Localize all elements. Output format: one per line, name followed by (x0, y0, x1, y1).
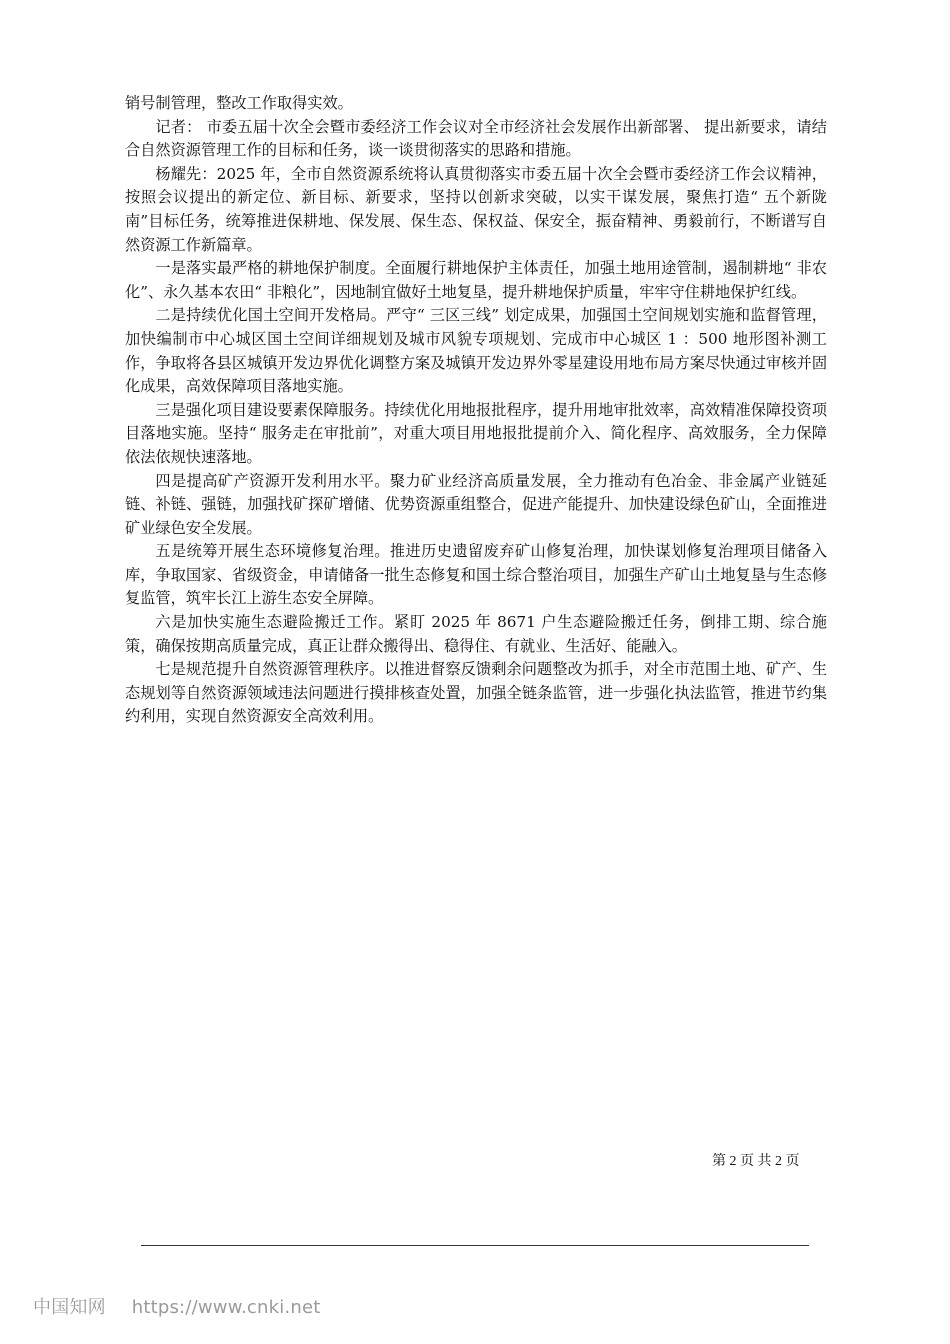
paragraph: 三是强化项目建设要素保障服务。持续优化用地报批程序，提升用地审批效率，高效精准保障投资项目落地实施。坚持“ 服务走在审批前”，对重大项目用地报批提前介入、简化程序、高效服务，全力保障依法依规快速落地。 (125, 400, 827, 466)
paragraph: 七是规范提升自然资源管理秩序。以推进督察反馈剩余问题整改为抓手，对全市范围土地、矿产、生态规划等自然资源领域违法问题进行摸排核查处置，加强全链条监管，进一步强化执法监管，推进节约集约利用，实现自然资源安全高效利用。 (125, 660, 827, 726)
paragraph: 四是提高矿产资源开发利用水平。聚力矿业经济高质量发展，全力推动有色冶金、非金属产业链延链、补链、强链，加强找矿探矿增储、优势资源重组整合，促进产能提升、加快建设绿色矿山，全面推进矿业绿色安全发展。 (125, 471, 827, 537)
paragraph: 二是持续优化国土空间开发格局。严守“ 三区三线” 划定成果，加强国土空间规划实施和监督管理，加快编制市中心城区国土空间详细规划及城市风貌专项规划、完成市中心城区 1 ：500 地形图补测工作，争取将各县区城镇开发边界优化调整方案及城镇开发边界外零星建设用地布局方案尽快通过审核并固化成果，高效保障项目落地实施。 (125, 306, 827, 396)
watermark-brand: 中国知网 (33, 1297, 106, 1318)
footer-divider (141, 1245, 809, 1246)
paragraph: 六是加快实施生态避险搬迁工作。紧盯 2025 年 8671 户生态避险搬迁任务，倒排工期、综合施策，确保按期高质量完成，真正让群众搬得出、稳得住、有就业、生活好、能融入。 (125, 613, 827, 655)
paragraph: 五是统筹开展生态环境修复治理。推进历史遗留废弃矿山修复治理，加快谋划修复治理项目储备入库，争取国家、省级资金，申请储备一批生态修复和国土综合整治项目，加强生产矿山土地复垦与生态修复监管，筑牢长江上游生态安全屏障。 (125, 542, 827, 608)
paragraph: 记者： 市委五届十次全会暨市委经济工作会议对全市经济社会发展作出新部署、 提出新要求，请结合自然资源管理工作的目标和任务，谈一谈贯彻落实的思路和措施。 (125, 117, 827, 160)
page-number: 第 2 页 共 2 页 (712, 1154, 800, 1169)
watermark-url: https://www.cnki.net (131, 1297, 321, 1318)
paragraph: 销号制管理，整改工作取得实效。 (125, 94, 353, 112)
article-body (125, 92, 827, 729)
paragraph: 杨耀先：2025 年，全市自然资源系统将认真贯彻落实市委五届十次全会暨市委经济工作会议精神，按照会议提出的新定位、新目标、新要求，坚持以创新求突破，以实干谋发展，聚焦打造“ 五个新陇南”目标任务，统筹推进保耕地、保发展、保生态、保权益、保安全，振奋精神、勇毅前行，不断谱写自然资源工作新篇章。 (125, 164, 827, 254)
paragraph: 一是落实最严格的耕地保护制度。全面履行耕地保护主体责任，加强土地用途管制，遏制耕地“ 非农化”、永久基本农田“ 非粮化”，因地制宜做好土地复垦，提升耕地保护质量，牢牢守住耕地保护红线。 (125, 259, 827, 301)
cnki-watermark (33, 1293, 320, 1319)
